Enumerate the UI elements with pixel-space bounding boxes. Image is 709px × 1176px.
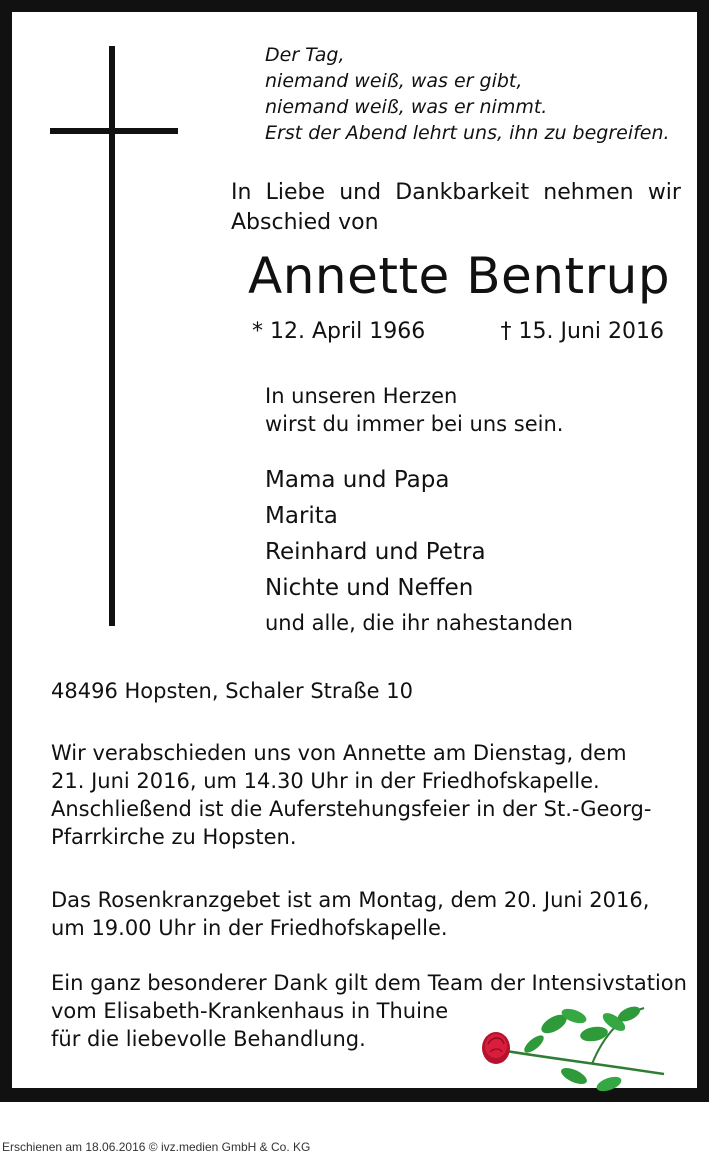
- intro-word: nehmen: [543, 180, 634, 205]
- death-date: † 15. Juni 2016: [500, 319, 664, 344]
- intro-text: [231, 178, 681, 238]
- poem-line: Erst der Abend lehrt uns, ihn zu begreifen.: [265, 122, 670, 144]
- memorial-text: [265, 382, 563, 438]
- rosary-line: um 19.00 Uhr in der Friedhofskapelle.: [51, 916, 448, 940]
- thanks-line: für die liebevolle Behandlung.: [51, 1027, 366, 1051]
- intro-line-1: [231, 178, 681, 208]
- memorial-line: wirst du immer bei uns sein.: [265, 412, 564, 436]
- rosary-notice: [51, 886, 681, 942]
- intro-word: wir: [647, 180, 681, 205]
- funeral-line: Pfarrkirche zu Hopsten.: [51, 825, 297, 849]
- family-address: 48496 Hopsten, Schaler Straße 10: [51, 679, 413, 703]
- mourner: Mama und Papa: [265, 467, 450, 493]
- publication-footer: Erschienen am 18.06.2016 © ivz.medien GmbH & Co. KG: [2, 1140, 311, 1154]
- cross-icon-bar: [50, 128, 178, 134]
- poem-line: niemand weiß, was er gibt,: [265, 70, 523, 92]
- intro-word: In: [231, 180, 252, 205]
- thanks-line: Ein ganz besonderer Dank gilt dem Team der Intensivstation: [51, 971, 687, 995]
- intro-word: Dankbarkeit: [395, 180, 530, 205]
- intro-word: Liebe: [265, 180, 326, 205]
- funeral-line: Wir verabschieden uns von Annette am Dienstag, dem: [51, 741, 627, 765]
- mourner: Reinhard und Petra: [265, 539, 486, 565]
- mourners-others: und alle, die ihr nahestanden: [265, 611, 573, 635]
- memorial-line: In unseren Herzen: [265, 384, 458, 408]
- rosary-line: Das Rosenkranzgebet ist am Montag, dem 20. Juni 2016,: [51, 888, 650, 912]
- funeral-line: Anschließend ist die Auferstehungsfeier in der St.-Georg-: [51, 797, 652, 821]
- rose-icon: [474, 1004, 674, 1099]
- mourner: Marita: [265, 503, 338, 529]
- poem-line: Der Tag,: [265, 44, 345, 66]
- intro-line-2: Abschied von: [231, 210, 379, 235]
- poem-line: niemand weiß, was er nimmt.: [265, 96, 548, 118]
- thanks-line: vom Elisabeth-Krankenhaus in Thuine: [51, 999, 449, 1023]
- poem: [265, 42, 670, 146]
- mourners-list: [265, 462, 486, 606]
- funeral-notice: [51, 739, 681, 851]
- mourner: Nichte und Neffen: [265, 575, 474, 601]
- deceased-name: Annette Bentrup: [248, 247, 671, 305]
- life-dates: [252, 318, 664, 346]
- birth-date: * 12. April 1966: [252, 319, 426, 344]
- funeral-line: 21. Juni 2016, um 14.30 Uhr in der Friedhofskapelle.: [51, 769, 600, 793]
- intro-word: und: [339, 180, 382, 205]
